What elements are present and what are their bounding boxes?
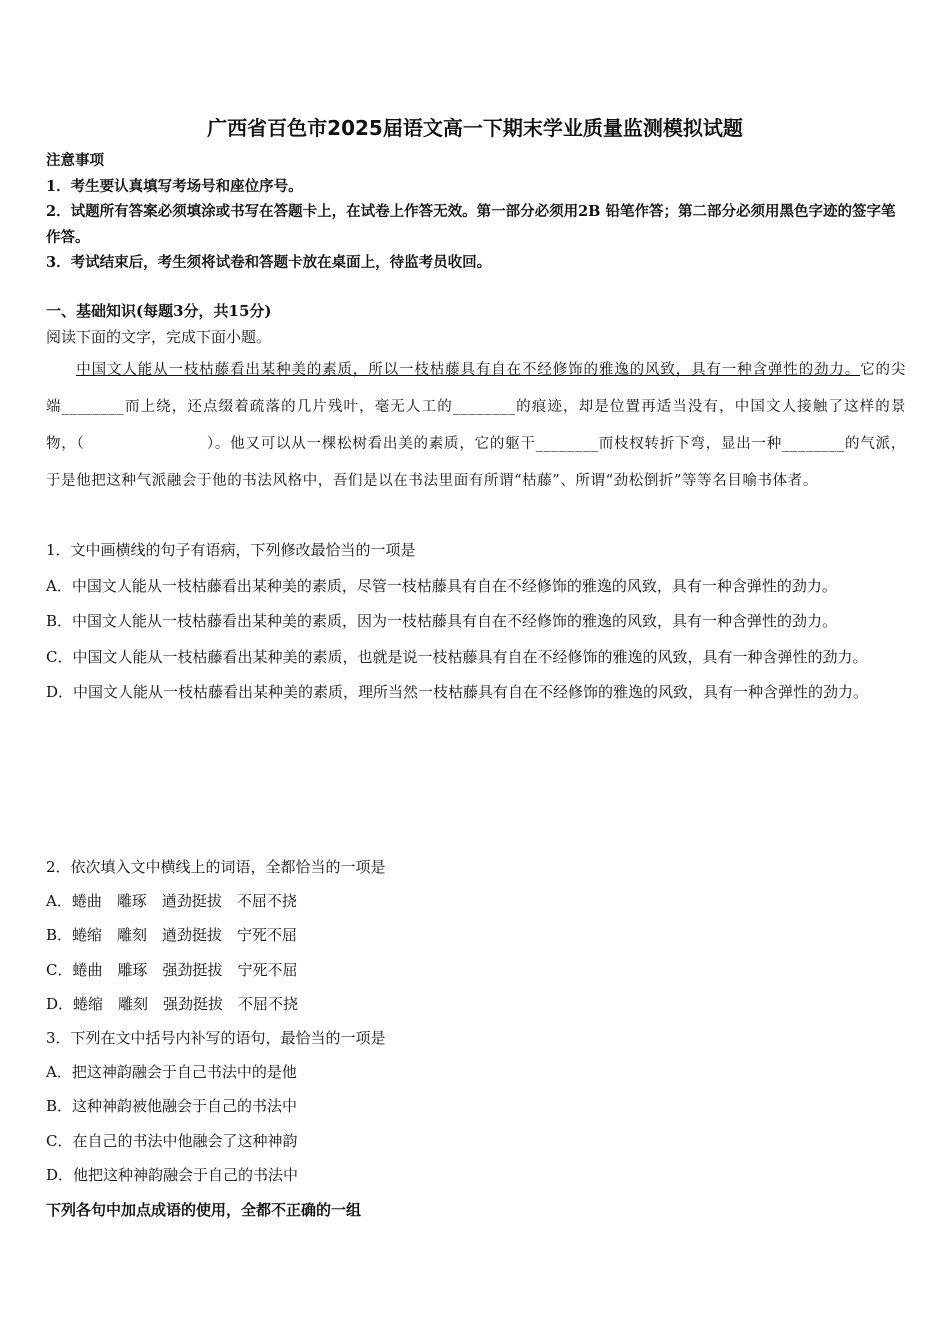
question-3: [46, 1021, 906, 1192]
section-intro: 阅读下面的文字，完成下面小题。: [46, 328, 272, 346]
blank: ________: [782, 436, 845, 452]
option: C．中国文人能从一枝枯藤看出某种美的素质，也就是说一枝枯藤具有自在不经修饰的雅逸的风致，具有一种含弹性的劲力。: [46, 647, 868, 666]
underlined-sentence: 中国文人能从一枝枯藤看出某种美的素质，所以一枝枯藤具有自在不经修饰的雅逸的风致，具有一种含弹性的劲力。: [76, 362, 861, 378]
option: A．中国文人能从一枝枯藤看出某种美的素质，尽管一枝枯藤具有自在不经修饰的雅逸的风致，具有一种含弹性的劲力。: [46, 576, 837, 595]
blank: ________: [452, 399, 516, 415]
option: B．蜷缩 雕刻 遒劲挺拔 宁死不屈: [46, 926, 298, 945]
passage-text: 而枝杈转折下弯，显出一种: [598, 436, 783, 452]
question-stem: 1．文中画横线的句子有语病，下列修改最恰当的一项是: [46, 541, 416, 559]
option: B．这种神韵被他融会于自己的书法中: [46, 1097, 298, 1116]
page-title: 广西省百色市2025届语文高一下期末学业质量监测模拟试题: [207, 116, 743, 140]
question-stem: 3．下列在文中括号内补写的语句，最恰当的一项是: [46, 1029, 386, 1047]
blank: ________: [61, 399, 125, 415]
blank: ________: [535, 436, 599, 452]
note-item: 3．考试结束后，考生须将试卷和答题卡放在桌面上，待监考员收回。: [46, 254, 492, 271]
option: B．中国文人能从一枝枯藤看出某种美的素质，因为一枝枯藤具有自在不经修饰的雅逸的风致，具有一种含弹性的劲力。: [46, 612, 838, 630]
passage-text: 而上绕，还点缀着疏落的几片残叶，毫无人工的: [124, 399, 453, 415]
option: D．中国文人能从一枝枯藤看出某种美的素质，理所当然一枝枯藤具有自在不经修饰的雅逸的风致，具有一种含弹性的劲力。: [46, 683, 869, 701]
notes-heading: 注意事项: [46, 152, 104, 169]
passage-text: 它的尖端: [46, 362, 906, 415]
notes: [46, 148, 906, 276]
option: C．蜷曲 雕琢 强劲挺拔 宁死不屈: [46, 960, 298, 979]
option: D．他把这种神韵融会于自己的书法中: [46, 1165, 299, 1184]
question-1: [46, 533, 906, 711]
passage: [46, 352, 906, 500]
passage-text: 的气派，于是他把这种气派融会于他的书法风格中，吾们是以在书法里面有所谓“枯藤”、所谓“劲松倒折”等等名目喻书体者。: [46, 436, 906, 489]
next-question-heading: 下列各句中加点成语的使用，全都不正确的一组: [46, 1201, 362, 1219]
question-2: [46, 850, 906, 1021]
section-heading: 一、基础知识(每题3分，共15分): [46, 302, 272, 320]
option: A．蜷曲 雕琢 遒劲挺拔 不屈不挠: [46, 892, 297, 911]
note-item: 1．考生要认真填写考场号和座位序号。: [46, 177, 303, 195]
passage-text: 的痕迹，却是位置再适当没有，中国文人接触了这样的景物，（ ）。他又可以从一棵松树看出美的素质，它的躯干: [46, 399, 906, 452]
option: A．把这神韵融会于自己书法中的是他: [46, 1063, 297, 1082]
option: D．蜷缩 雕刻 强劲挺拔 不屈不挠: [46, 994, 299, 1013]
question-stem: 2．依次填入文中横线上的词语，全都恰当的一项是: [46, 858, 386, 876]
option: C．在自己的书法中他融会了这种神韵: [46, 1131, 298, 1150]
note-item: 2．试题所有答案必须填涂或书写在答题卡上，在试卷上作答无效。第一部分必须用2B 铅笔作答；第二部分必须用黑色字迹的签字笔作答。: [46, 203, 896, 246]
